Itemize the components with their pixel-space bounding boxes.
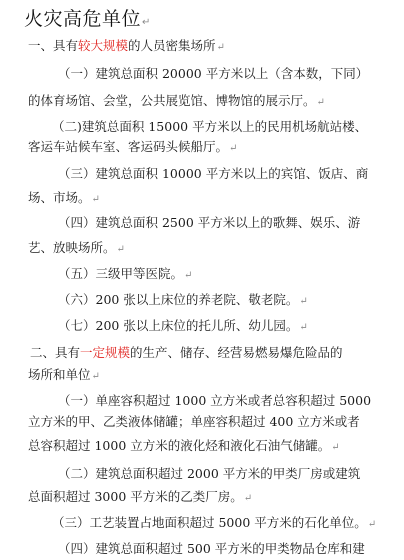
- item-1-4-line-2: [28, 240, 125, 258]
- item-2-3: [52, 515, 376, 533]
- line-text: 艺、放映场所。: [28, 240, 116, 255]
- item-1-6: [58, 292, 308, 310]
- line-text: 客运车站候车室、客运码头候船厅。: [28, 139, 229, 154]
- paragraph-mark: ↵: [142, 17, 151, 28]
- document-title: [24, 4, 151, 31]
- line-text: （二)建筑总面积 15000 平方米以上的民用机场航站楼、: [52, 119, 368, 134]
- item-2-1-line-2: [28, 414, 360, 430]
- highlight-larger-scale: 较大规模: [78, 38, 129, 53]
- paragraph-mark: ↵: [91, 194, 100, 205]
- item-1-2-line-2: [28, 139, 237, 157]
- line-text: （一）单座容积超过 1000 立方米或者总容积超过 5000: [58, 393, 372, 408]
- title-text: 火灾高危单位: [24, 8, 142, 30]
- line-text: 立方米的甲、乙类液体储罐；单座容积超过 400 立方米或者: [28, 414, 360, 429]
- item-2-1-line-3: [28, 438, 340, 456]
- line-text: （五）三级甲等医院。: [58, 266, 184, 281]
- line-text: （三）建筑总面积 10000 平方米以上的宾馆、饭店、商: [58, 166, 369, 181]
- section-1-prefix: 一、具有: [28, 38, 79, 53]
- item-1-3-line-2: [28, 190, 100, 208]
- section-heading-2-line-2: [28, 367, 100, 385]
- item-2-2-line-1: [58, 466, 360, 482]
- line-text: （二）建筑总面积超过 2000 平方米的甲类厂房或建筑: [58, 466, 361, 481]
- item-2-2-line-2: [28, 489, 252, 507]
- line-text: （四）建筑总面积 2500 平方米以上的歌舞、娱乐、游: [58, 215, 361, 230]
- item-1-5: [58, 266, 192, 284]
- paragraph-mark: ↵: [229, 143, 238, 154]
- line-text: 总面积超过 3000 平方米的乙类厂房。: [28, 489, 243, 504]
- section-2-prefix: 二、具有: [30, 345, 81, 360]
- paragraph-mark: ↵: [299, 322, 308, 333]
- paragraph-mark: ↵: [116, 244, 125, 255]
- item-2-4-line-1: [58, 541, 365, 557]
- line-text: （一）建筑总面积 20000 平方米以上（含本数，下同）: [58, 66, 369, 81]
- item-2-1-line-1: [58, 393, 371, 409]
- paragraph-mark: ↵: [216, 42, 225, 53]
- line-text: （三）工艺装置占地面积超过 5000 平方米的石化单位。: [52, 515, 367, 530]
- item-1-4-line-1: [58, 215, 360, 231]
- item-1-2-line-1: [52, 119, 367, 135]
- paragraph-mark: ↵: [367, 519, 377, 530]
- item-1-7: [58, 318, 308, 336]
- line-text: （七）200 张以上床位的托儿所、幼儿园。: [58, 318, 299, 333]
- highlight-certain-scale: 一定规模: [80, 345, 131, 360]
- paragraph-mark: ↵: [184, 270, 193, 281]
- line-text: 的体育场馆、会堂，公共展览馆、博物馆的展示厅。: [28, 93, 316, 108]
- paragraph-mark: ↵: [316, 97, 325, 108]
- section-1-suffix: 的人员密集场所: [128, 38, 216, 53]
- line-text: （六）200 张以上床位的养老院、敬老院。: [58, 292, 299, 307]
- item-1-1-line-2: [28, 93, 325, 111]
- section-2-suffix: 的生产、储存、经营易燃易爆危险品的: [130, 345, 343, 360]
- line-text: 场、市场。: [28, 190, 91, 205]
- paragraph-mark: ↵: [299, 296, 308, 307]
- item-1-1-line-1: [58, 66, 368, 82]
- paragraph-mark: ↵: [243, 493, 253, 504]
- line-text: 场所和单位: [28, 367, 91, 382]
- paragraph-mark: ↵: [331, 442, 340, 453]
- section-heading-2: [30, 345, 343, 361]
- paragraph-mark: ↵: [91, 371, 100, 382]
- line-text: 总容积超过 1000 立方米的液化烃和液化石油气储罐。: [28, 438, 331, 453]
- section-heading-1: [28, 38, 225, 56]
- line-text: （四）建筑总面积超过 500 平方米的甲类物品仓库和建: [58, 541, 365, 556]
- item-1-3-line-1: [58, 166, 368, 182]
